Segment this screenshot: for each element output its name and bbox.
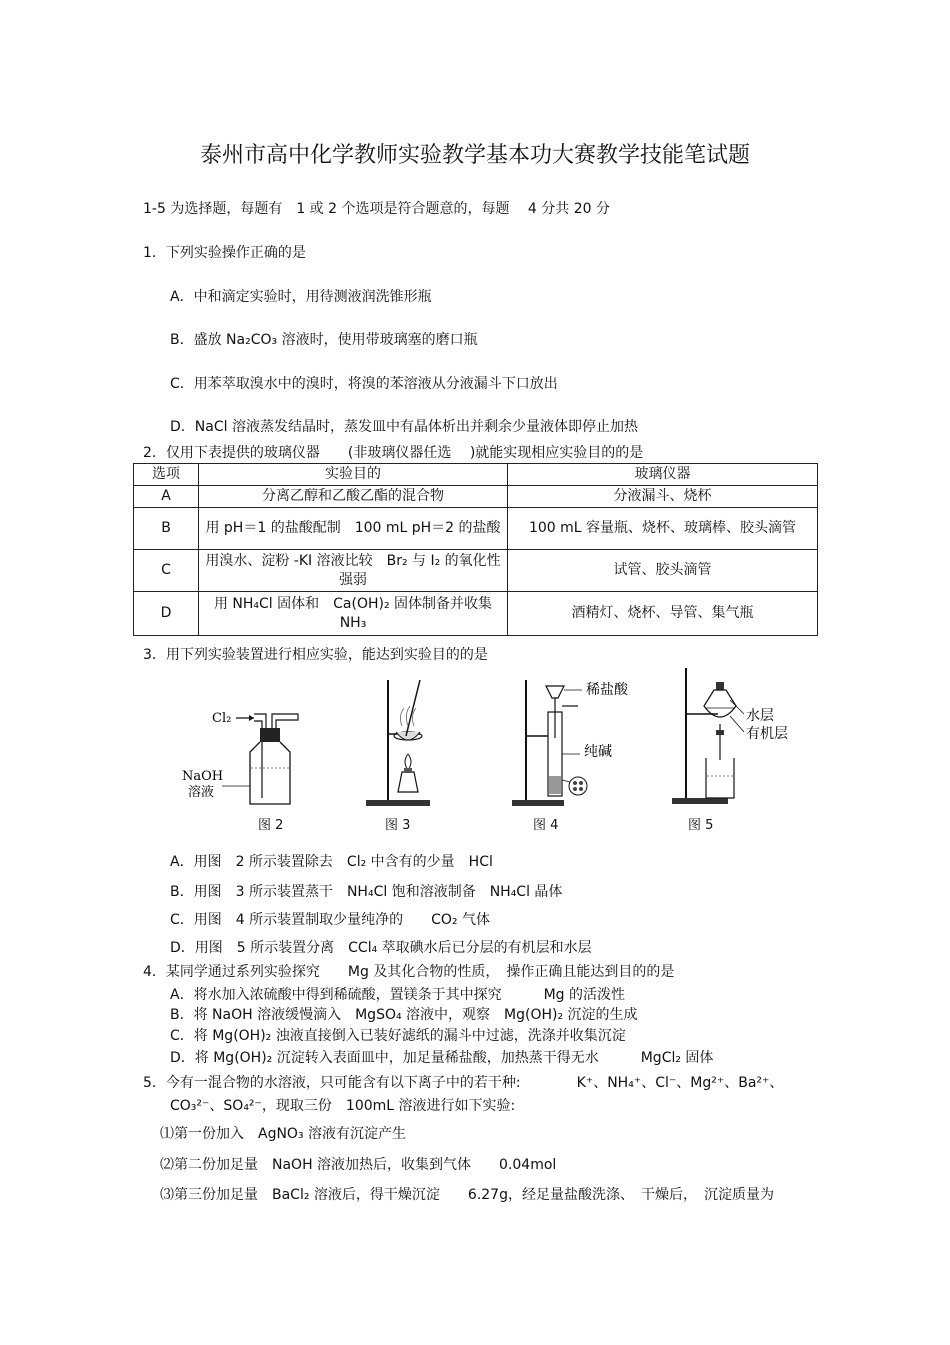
water-layer-label: 水层 — [746, 708, 774, 724]
dilute-hcl-label: 稀盐酸 — [586, 682, 628, 698]
naoh-label: NaOH — [182, 769, 224, 784]
q5-step-3: ⑶第三份加足量 BaCl₂ 溶液后，得干燥沉淀 6.27g，经足量盐酸洗涤、 干燥后， 沉淀质量为 — [160, 1187, 774, 1203]
table-header-row — [134, 464, 818, 486]
row-purpose: 分离乙醇和乙酸乙酯的混合物 — [199, 486, 508, 508]
row-option: B — [134, 508, 199, 550]
q5-step-1: ⑴第一份加入 AgNO₃ 溶液有沉淀产生 — [160, 1126, 407, 1142]
row-glassware: 分液漏斗、烧杯 — [508, 486, 818, 508]
q4-option-b: B．将 NaOH 溶液缓慢滴入 MgSO₄ 溶液中，观察 Mg(OH)₂ 沉淀的生成 — [170, 1007, 638, 1023]
q4-stem: 4．某同学通过系列实验探究 Mg 及其化合物的性质， 操作正确且能达到目的的是 — [143, 964, 675, 980]
figure-2-gas-washing-bottle — [180, 700, 310, 810]
q3-stem: 3．用下列实验装置进行相应实验，能达到实验目的的是 — [143, 647, 488, 663]
row-glassware: 试管、胶头滴管 — [508, 550, 818, 592]
table-row — [134, 550, 818, 592]
q4-option-d: D．将 Mg(OH)₂ 沉淀转入表面皿中，加足量稀盐酸，加热蒸干得无水 MgCl₂ 固体 — [170, 1050, 714, 1066]
figure-3-caption: 图 3 — [385, 818, 411, 833]
q3-option-d: D．用图 5 所示装置分离 CCl₄ 萃取碘水后已分层的有机层和水层 — [170, 940, 592, 956]
table-row — [134, 592, 818, 636]
figure-4-gas-generator — [510, 676, 640, 810]
q5-stem-line2: CO₃²⁻、SO₄²⁻，现取三份 100mL 溶液进行如下实验: — [170, 1098, 516, 1114]
q1-option-c: C．用苯萃取溴水中的溴时，将溴的苯溶液从分液漏斗下口放出 — [170, 376, 558, 392]
q3-option-a: A．用图 2 所示装置除去 Cl₂ 中含有的少量 HCl — [170, 854, 493, 870]
row-purpose: 用 pH＝1 的盐酸配制 100 mL pH＝2 的盐酸 — [199, 508, 508, 550]
row-option: C — [134, 550, 199, 592]
page-title: 泰州市高中化学教师实验教学基本功大赛教学技能笔试题 — [199, 143, 750, 168]
q5-step-2: ⑵第二份加足量 NaOH 溶液加热后，收集到气体 0.04mol — [160, 1157, 557, 1173]
q1-option-a: A．中和滴定实验时，用待测液润洗锥形瓶 — [170, 289, 432, 305]
header-option: 选项 — [134, 464, 199, 486]
q4-option-c: C．将 Mg(OH)₂ 浊液直接倒入已装好滤纸的漏斗中过滤，洗涤并收集沉淀 — [170, 1028, 626, 1044]
q3-option-c: C．用图 4 所示装置制取少量纯净的 CO₂ 气体 — [170, 912, 490, 928]
q1-option-d: D．NaCl 溶液蒸发结晶时，蒸发皿中有晶体析出并剩余少量液体即停止加热 — [170, 419, 638, 435]
row-option: A — [134, 486, 199, 508]
figure-4-caption: 图 4 — [533, 818, 559, 833]
row-purpose: 用溴水、淀粉 -KI 溶液比较 Br₂ 与 I₂ 的氧化性强弱 — [199, 550, 508, 592]
q2-stem: 2．仅用下表提供的玻璃仪器 (非玻璃仪器任选 )就能实现相应实验目的的是 — [143, 445, 644, 461]
row-purpose: 用 NH₄Cl 固体和 Ca(OH)₂ 固体制备并收集 NH₃ — [199, 592, 508, 636]
figure-5-caption: 图 5 — [688, 818, 714, 833]
figure-2-caption: 图 2 — [258, 818, 284, 833]
figure-3-evaporation — [362, 676, 442, 810]
header-purpose: 实验目的 — [199, 464, 508, 486]
row-glassware: 酒精灯、烧杯、导管、集气瓶 — [508, 592, 818, 636]
q1-stem: 1．下列实验操作正确的是 — [143, 245, 306, 261]
soda-label: 纯碱 — [584, 744, 612, 760]
header-glassware: 玻璃仪器 — [508, 464, 818, 486]
figure-5-separatory-funnel — [666, 664, 796, 810]
q2-table — [133, 463, 818, 636]
organic-layer-label: 有机层 — [746, 726, 788, 742]
q1-option-b: B．盛放 Na₂CO₃ 溶液时，使用带玻璃塞的磨口瓶 — [170, 332, 478, 348]
cl2-label: Cl₂ — [212, 711, 232, 726]
row-option: D — [134, 592, 199, 636]
row-glassware: 100 mL 容量瓶、烧杯、玻璃棒、胶头滴管 — [508, 508, 818, 550]
naoh-solution-label: 溶液 — [188, 785, 215, 800]
q5-stem-line1: 5．今有一混合物的水溶液，只可能含有以下离子中的若干种: K⁺、NH₄⁺、Cl⁻、Mg²⁺、Ba²⁺、 — [143, 1075, 784, 1091]
q4-option-a: A．将水加入浓硫酸中得到稀硫酸，置镁条于其中探究 Mg 的活泼性 — [170, 987, 625, 1003]
q3-option-b: B．用图 3 所示装置蒸干 NH₄Cl 饱和溶液制备 NH₄Cl 晶体 — [170, 884, 563, 900]
instructions: 1-5 为选择题，每题有 1 或 2 个选项是符合题意的，每题 4 分共 20 分 — [143, 201, 611, 217]
table-row — [134, 486, 818, 508]
table-row — [134, 508, 818, 550]
